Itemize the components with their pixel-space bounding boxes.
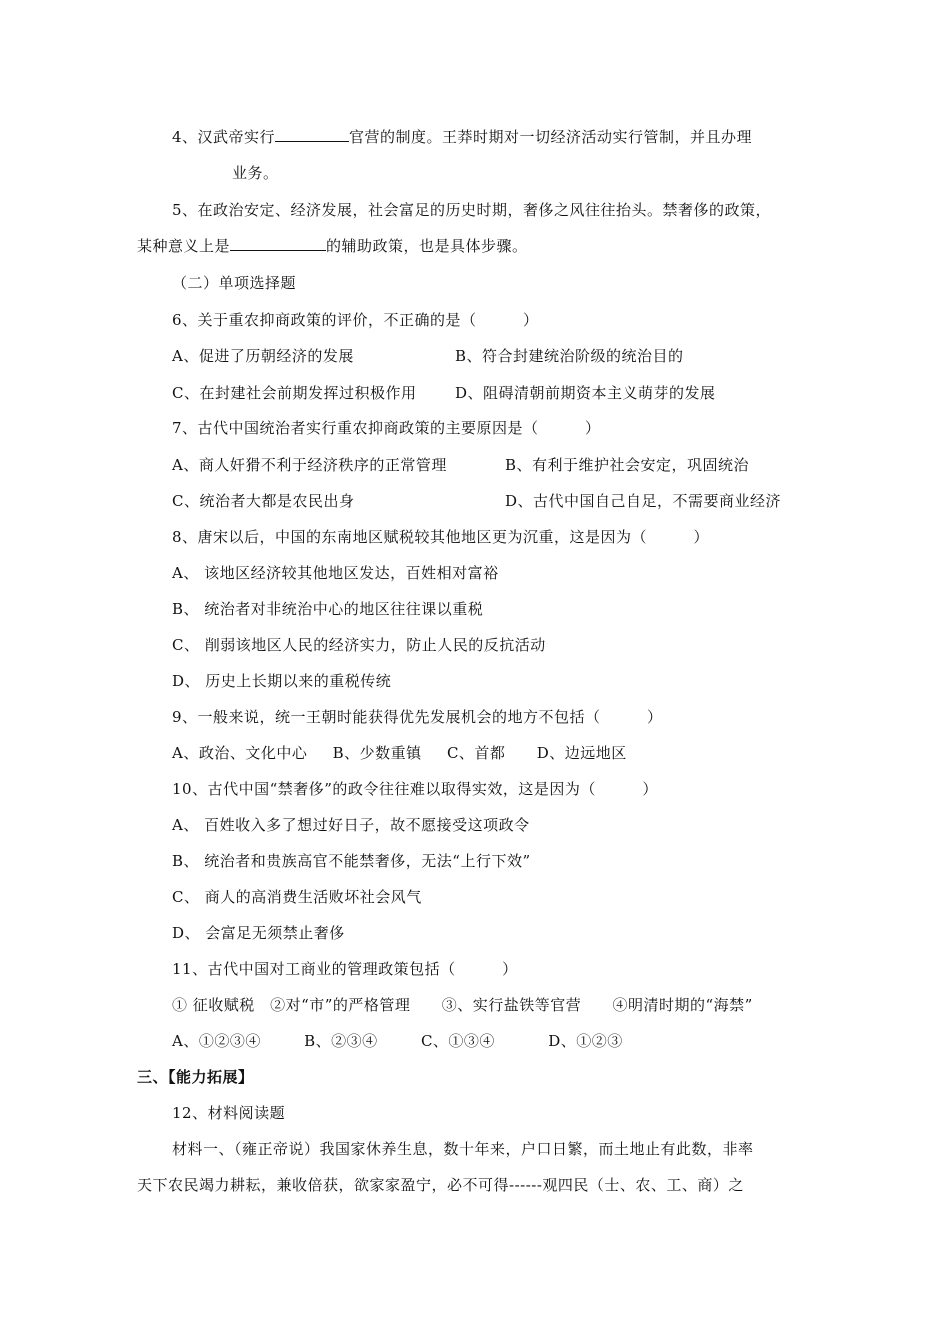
q4-blank[interactable]	[275, 127, 349, 142]
section-three-heading: 三、【能力拓展】	[137, 1068, 254, 1086]
q10-option-a: A、 百姓收入多了想过好日子，故不愿接受这项政令	[172, 816, 530, 834]
q12-material1-line1: 材料一、（雍正帝说）我国家休养生息，数十年来，户口日繁，而土地止有此数，非率	[172, 1140, 754, 1158]
q11-stem: 11、古代中国对工商业的管理政策包括（ ）	[172, 960, 518, 978]
q7-option-d: D、古代中国自己自足，不需要商业经济	[505, 492, 782, 510]
q12-stem: 12、材料阅读题	[172, 1104, 286, 1122]
q11-option-c: C、①③④	[420, 1032, 495, 1050]
q5-text-b: 某种意义上是	[137, 237, 231, 255]
q11-items	[172, 995, 753, 1015]
q5-blank[interactable]	[230, 236, 326, 251]
q8-option-c: C、 削弱该地区人民的经济实力，防止人民的反抗活动	[172, 636, 546, 654]
q5-line1: 5、在政治安定、经济发展，社会富足的历史时期，奢侈之风往往抬头。禁奢侈的政策，	[172, 201, 772, 219]
q10-option-b: B、 统治者和贵族高官不能禁奢侈，无法“上行下效”	[172, 852, 531, 870]
q10-option-c: C、 商人的高消费生活败坏社会风气	[172, 888, 422, 906]
q9-options	[172, 743, 627, 763]
q9-stem: 9、一般来说，统一王朝时能获得优先发展机会的地方不包括（ ）	[172, 708, 663, 726]
q11-item-1: ① 征收赋税	[172, 996, 255, 1014]
q7-stem: 7、古代中国统治者实行重农抑商政策的主要原因是（ ）	[172, 419, 601, 437]
q9-option-a: A、政治、文化中心	[172, 744, 308, 762]
q5-text-c: 的辅助政策，也是具体步骤。	[326, 237, 528, 255]
q9-option-d: D、边远地区	[536, 744, 627, 762]
section-single-choice-heading: （二）单项选择题	[172, 274, 297, 292]
q4-text-a: 4、汉武帝实行	[172, 128, 276, 146]
q11-option-b: B、②③④	[304, 1032, 378, 1050]
q8-option-d: D、 历史上长期以来的重税传统	[172, 672, 392, 690]
q8-option-b: B、 统治者对非统治中心的地区往往课以重税	[172, 600, 484, 618]
q7-option-a: A、商人奸猾不利于经济秩序的正常管理	[172, 456, 447, 474]
q5-line2	[137, 236, 528, 256]
q6-option-d: D、阻碍清朝前期资本主义萌芽的发展	[455, 384, 716, 402]
q8-option-a: A、 该地区经济较其他地区发达，百姓相对富裕	[172, 564, 499, 582]
q11-option-d: D、①②③	[548, 1032, 623, 1050]
q6-stem: 6、关于重农抑商政策的评价，不正确的是（ ）	[172, 311, 539, 329]
q8-stem: 8、唐宋以后，中国的东南地区赋税较其他地区更为沉重，这是因为（ ）	[172, 528, 710, 546]
q7-option-b: B、有利于维护社会安定，巩固统治	[505, 456, 750, 474]
q4-text-b: 官营的制度。王莽时期对一切经济活动实行管制，并且办理	[349, 128, 753, 146]
q6-option-c: C、在封建社会前期发挥过积极作用	[172, 384, 417, 402]
q9-option-c: C、首都	[446, 744, 506, 762]
q6-option-a: A、促进了历朝经济的发展	[172, 347, 354, 365]
q11-options	[172, 1031, 623, 1051]
q10-stem: 10、古代中国“禁奢侈”的政令往往难以取得实效，这是因为（ ）	[172, 780, 658, 798]
q11-item-4: ④明清时期的“海禁”	[612, 996, 753, 1014]
q4-line2: 业务。	[232, 164, 279, 182]
q11-item-3: ③、实行盐铁等官营	[441, 996, 582, 1014]
q11-option-a: A、①②③④	[172, 1032, 261, 1050]
q4-line1	[172, 127, 752, 147]
q7-option-c: C、统治者大都是农民出身	[172, 492, 355, 510]
q9-option-b: B、少数重镇	[332, 744, 422, 762]
q6-option-b: B、符合封建统治阶级的统治目的	[455, 347, 684, 365]
q10-option-d: D、 会富足无须禁止奢侈	[172, 924, 345, 942]
q12-material1-line2: 天下农民竭力耕耘，兼收倍获，欲家家盈宁，必不可得------观四民（士、农、工、商）之	[137, 1176, 744, 1194]
q11-item-2: ②对“市”的严格管理	[270, 996, 411, 1014]
